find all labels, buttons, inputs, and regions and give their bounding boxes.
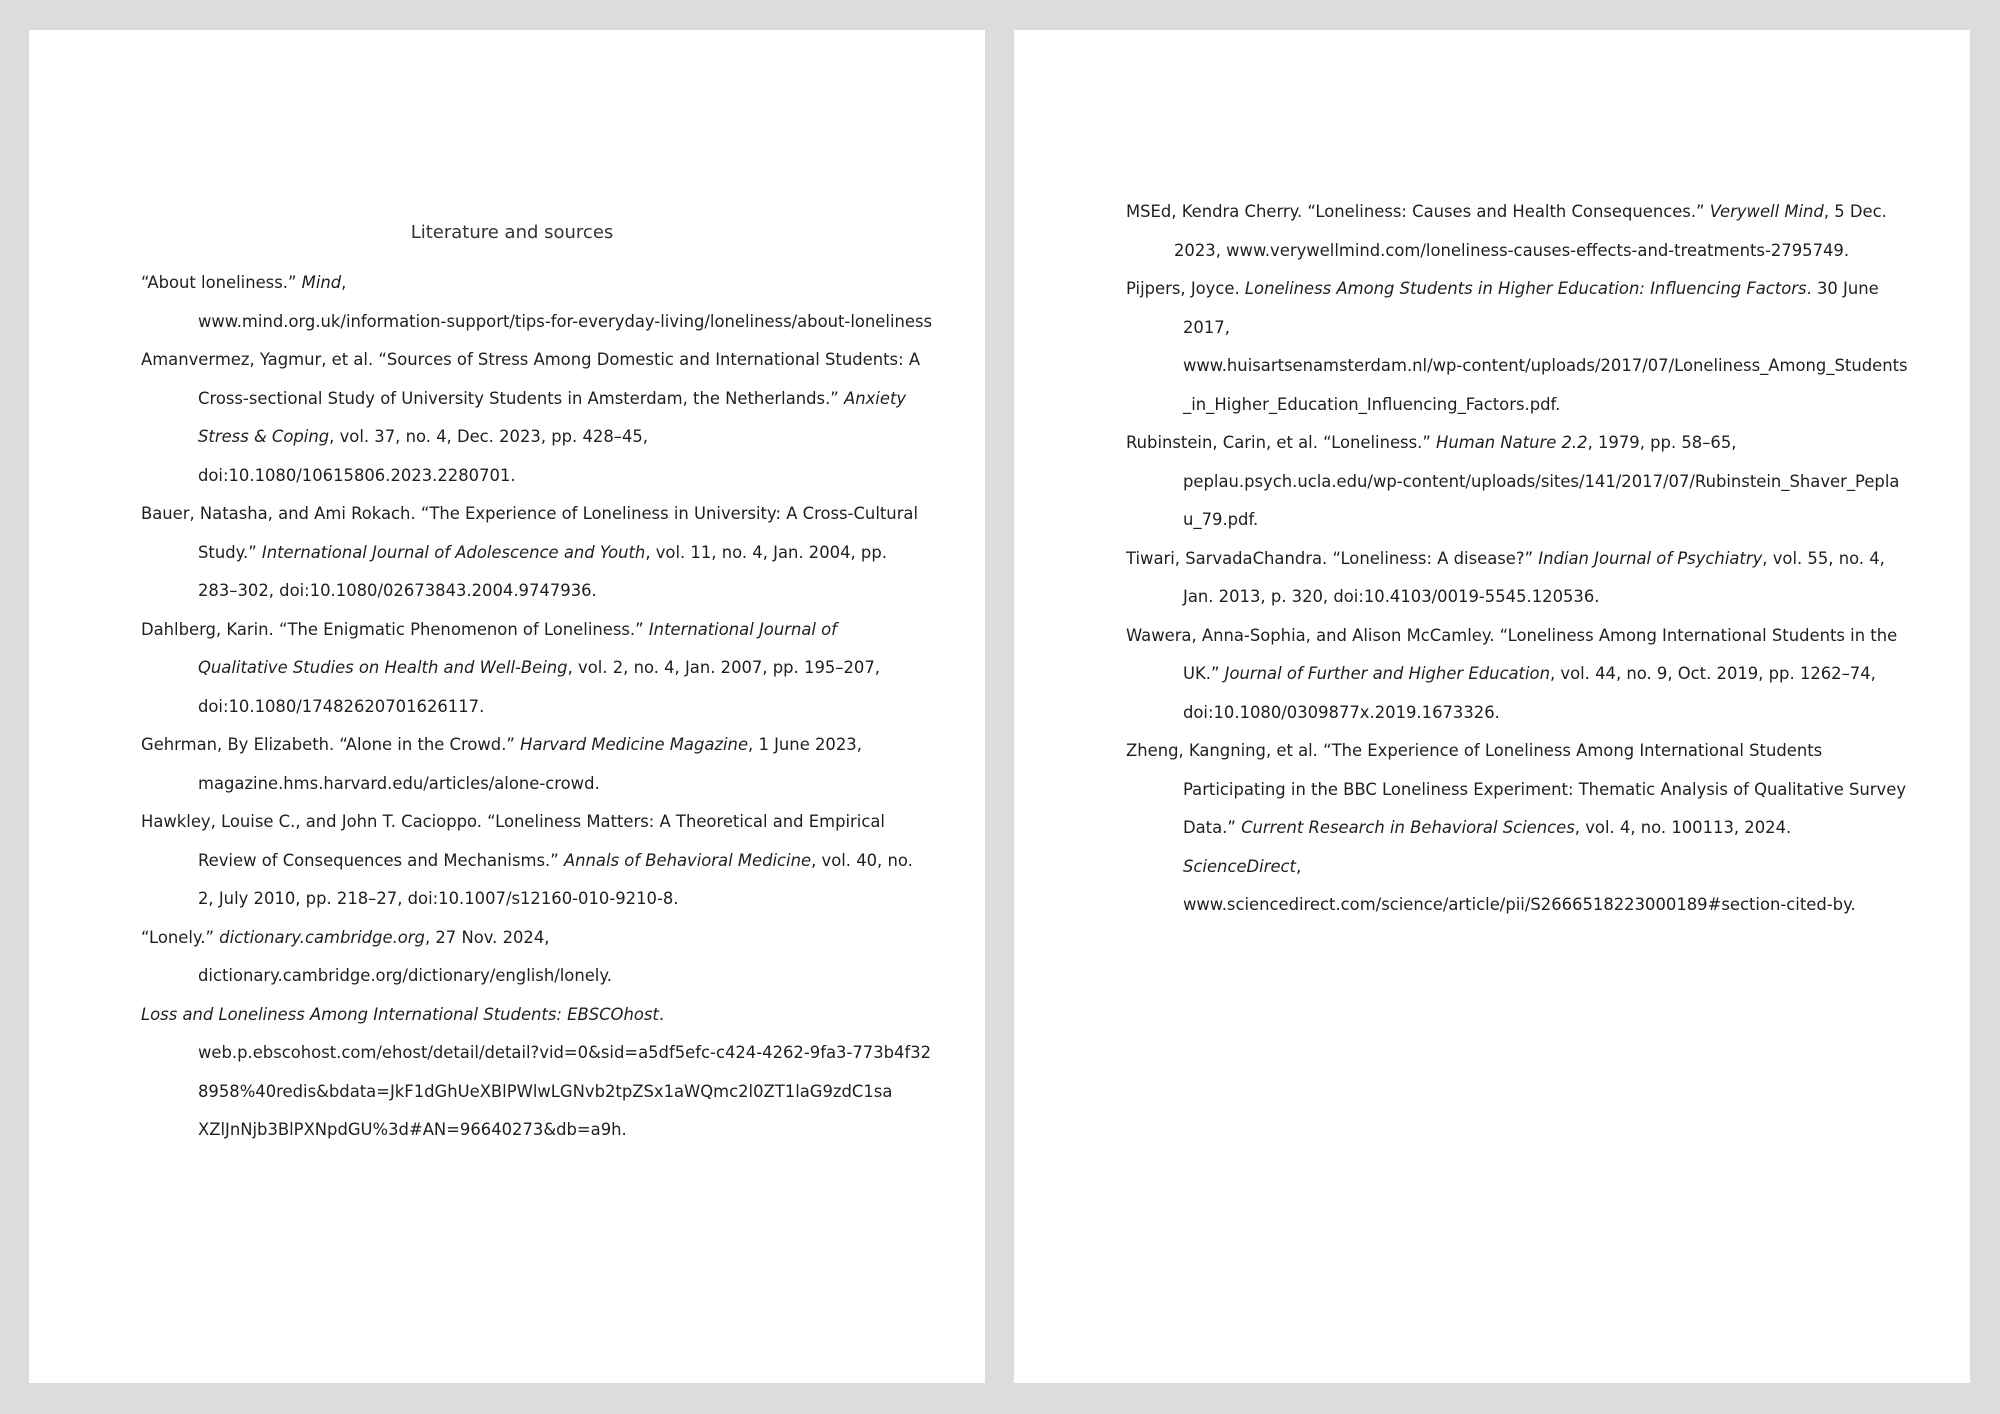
reference-text: Wawera, Anna-Sophia, and Alison McCamley. “Loneliness Among International Students in the <box>1126 625 1898 645</box>
italic-title-text: Mind <box>301 273 342 292</box>
reference-entry <box>1126 617 1926 733</box>
italic-title-text: Loneliness Among Students in Higher Education: Influencing Factors <box>1244 279 1807 298</box>
italic-title-text: dictionary.cambridge.org <box>219 927 425 947</box>
reference-text: Tiwari, SarvadaChandra. “Loneliness: A disease?” <box>1126 548 1539 568</box>
reference-text: u_79.pdf. <box>1183 510 1259 529</box>
italic-title-text: ScienceDirect <box>1183 856 1296 876</box>
reference-line <box>141 534 941 573</box>
reference-line <box>1126 309 1926 348</box>
reference-line <box>141 303 941 342</box>
reference-text: , <box>341 273 347 292</box>
reference-line <box>1126 347 1926 386</box>
reference-text: dictionary.cambridge.org/dictionary/english/lonely. <box>198 966 612 985</box>
reference-text: doi:10.1080/17482620701626117. <box>198 696 485 716</box>
reference-text: Data.” <box>1183 818 1242 837</box>
reference-text: 2017, <box>1183 317 1230 337</box>
reference-text: magazine.hms.harvard.edu/articles/alone-crowd. <box>198 773 600 793</box>
reference-line <box>141 611 941 650</box>
italic-title-text: Loss and Loneliness Among International Students: EBSCOhost <box>141 1004 659 1024</box>
reference-text: 283–302, doi:10.1080/02673843.2004.9747936. <box>198 581 597 600</box>
reference-line <box>1126 809 1926 848</box>
reference-text: “About loneliness.” <box>141 273 302 292</box>
reference-list <box>141 264 941 1150</box>
reference-line <box>1126 424 1926 463</box>
reference-line <box>141 919 941 958</box>
italic-title-text: Anxiety <box>844 388 907 408</box>
reference-line <box>141 726 941 765</box>
italic-title-text: Journal of Further and Higher Education <box>1224 664 1550 683</box>
italic-title-text: Harvard Medicine Magazine <box>520 735 749 754</box>
reference-entry <box>141 803 941 919</box>
reference-line <box>141 572 941 611</box>
reference-line <box>1126 617 1926 656</box>
reference-text: Bauer, Natasha, and Ami Rokach. “The Experience of Loneliness in University: A Cross-Cultural <box>141 504 919 523</box>
reference-line <box>141 765 941 804</box>
reference-text: , <box>1295 856 1302 876</box>
reference-text: Dahlberg, Karin. “The Enigmatic Phenomenon of Loneliness.” <box>141 619 649 639</box>
reference-line <box>1126 694 1926 733</box>
reference-line <box>141 649 941 688</box>
reference-entry <box>141 611 941 727</box>
reference-text: , vol. 40, no. <box>811 850 913 870</box>
reference-line <box>1126 501 1926 540</box>
reference-text: , 1 June 2023, <box>748 735 862 754</box>
page-title: Literature and sources <box>410 222 614 243</box>
reference-line <box>1126 848 1926 887</box>
reference-line <box>141 957 941 996</box>
reference-line <box>141 803 941 842</box>
reference-line <box>141 688 941 727</box>
reference-line <box>1126 578 1926 617</box>
reference-text: , vol. 44, no. 9, Oct. 2019, pp. 1262–74, <box>1549 664 1876 683</box>
reference-text: , 27 Nov. 2024, <box>424 927 550 947</box>
reference-line <box>141 264 941 303</box>
reference-line <box>141 341 941 380</box>
reference-text: , vol. 55, no. 4, <box>1762 548 1885 568</box>
reference-line <box>1126 386 1926 425</box>
reference-line <box>141 996 941 1035</box>
reference-text: Jan. 2013, p. 320, doi:10.4103/0019-5545.120536. <box>1183 587 1600 606</box>
reference-text: Study.” <box>198 542 262 562</box>
reference-entry <box>141 341 941 495</box>
reference-entry <box>1126 270 1926 424</box>
reference-text: Participating in the BBC Loneliness Experiment: Thematic Analysis of Qualitative Survey <box>1183 779 1907 799</box>
italic-title-text: International Journal of Adolescence and Youth <box>261 542 646 562</box>
reference-text: MSEd, Kendra Cherry. “Loneliness: Causes and Health Consequences.” <box>1126 202 1710 221</box>
reference-entry <box>1126 193 1926 270</box>
reference-text: Zheng, Kangning, et al. “The Experience of Loneliness Among International Students <box>1126 741 1823 760</box>
reference-text: www.sciencedirect.com/science/article/pii/S2666518223000189#section-cited-by. <box>1183 895 1856 914</box>
reference-line <box>1126 193 1926 232</box>
reference-text: web.p.ebscohost.com/ehost/detail/detail?vid=0&sid=a5df5efc-c424-4262-9fa3-773b4f32 <box>198 1043 932 1062</box>
reference-text: doi:10.1080/0309877x.2019.1673326. <box>1183 702 1500 722</box>
reference-line <box>141 1073 941 1112</box>
reference-text: Pijpers, Joyce. <box>1126 279 1245 298</box>
reference-line <box>141 880 941 919</box>
reference-list <box>1126 193 1926 925</box>
reference-entry <box>141 495 941 611</box>
reference-text: XZlJnNjb3BlPXNpdGU%3d#AN=96640273&db=a9h. <box>198 1120 627 1139</box>
reference-text: Amanvermez, Yagmur, et al. “Sources of Stress Among Domestic and International Students: A <box>141 350 921 369</box>
reference-text: , vol. 37, no. 4, Dec. 2023, pp. 428–45, <box>329 427 649 446</box>
reference-line <box>141 457 941 496</box>
reference-line <box>1126 771 1926 810</box>
reference-text: , vol. 11, no. 4, Jan. 2004, pp. <box>645 542 887 562</box>
reference-text: “Lonely.” <box>141 927 220 947</box>
italic-title-text: Indian Journal of Psychiatry <box>1538 548 1763 568</box>
reference-text: Gehrman, By Elizabeth. “Alone in the Crowd.” <box>141 735 521 754</box>
reference-entry <box>141 726 941 803</box>
reference-text: 2, July 2010, pp. 218–27, doi:10.1007/s12160-010-9210-8. <box>198 889 679 908</box>
reference-text: Hawkley, Louise C., and John T. Cacioppo. “Loneliness Matters: A Theoretical and Empirical <box>141 812 885 831</box>
italic-title-text: Qualitative Studies on Health and Well-Being <box>198 658 568 677</box>
reference-text: UK.” <box>1183 664 1225 683</box>
reference-line <box>1126 463 1926 502</box>
reference-text: . 30 June <box>1806 279 1879 298</box>
reference-entry <box>1126 732 1926 925</box>
reference-entry <box>141 919 941 996</box>
reference-text: peplau.psych.ucla.edu/wp-content/uploads/sites/141/2017/07/Rubinstein_Shaver_Pepla <box>1183 471 1900 491</box>
reference-line <box>1126 886 1926 925</box>
reference-line <box>141 495 941 534</box>
italic-title-text: Annals of Behavioral Medicine <box>563 850 812 870</box>
reference-entry <box>141 996 941 1150</box>
reference-text: www.huisartsenamsterdam.nl/wp-content/uploads/2017/07/Loneliness_Among_Students <box>1183 356 1908 375</box>
reference-entry <box>1126 540 1926 617</box>
reference-line <box>141 380 941 419</box>
reference-line <box>1126 655 1926 694</box>
italic-title-text: International Journal of <box>648 619 837 639</box>
reference-text: 8958%40redis&bdata=JkF1dGhUeXBlPWlwLGNvb2tpZSx1aWQmc2l0ZT1laG9zdC1sa <box>198 1081 893 1101</box>
reference-entry <box>1126 424 1926 540</box>
reference-text: Cross-sectional Study of University Students in Amsterdam, the Netherlands.” <box>198 388 844 408</box>
document-page-2 <box>1014 30 1970 1383</box>
reference-text: 2023, www.verywellmind.com/loneliness-causes-effects-and-treatments-2795749. <box>1174 240 1850 260</box>
document-page-1 <box>29 30 985 1383</box>
reference-text: _in_Higher_Education_Influencing_Factors.pdf. <box>1183 394 1561 414</box>
reference-text: doi:10.1080/10615806.2023.2280701. <box>198 465 516 485</box>
reference-line <box>141 1111 941 1150</box>
reference-line <box>141 1034 941 1073</box>
italic-title-text: Stress & Coping <box>198 427 330 446</box>
reference-line <box>1126 232 1926 271</box>
italic-title-text: Current Research in Behavioral Sciences <box>1241 818 1575 837</box>
reference-text: . <box>658 1004 665 1024</box>
italic-title-text: Verywell Mind <box>1709 202 1824 221</box>
reference-text: Review of Consequences and Mechanisms.” <box>198 850 564 870</box>
reference-text: , vol. 2, no. 4, Jan. 2007, pp. 195–207, <box>567 658 880 677</box>
reference-line <box>1126 732 1926 771</box>
reference-entry <box>141 264 941 341</box>
reference-text: , 5 Dec. <box>1823 202 1887 221</box>
reference-line <box>141 418 941 457</box>
reference-line <box>141 842 941 881</box>
reference-text: www.mind.org.uk/information-support/tips-for-everyday-living/loneliness/about-loneliness <box>198 311 933 331</box>
italic-title-text: Human Nature 2.2 <box>1436 433 1588 452</box>
reference-text: , 1979, pp. 58–65, <box>1587 433 1737 452</box>
reference-text: , vol. 4, no. 100113, 2024. <box>1574 818 1792 837</box>
reference-line <box>1126 540 1926 579</box>
reference-line <box>1126 270 1926 309</box>
reference-text: Rubinstein, Carin, et al. “Loneliness.” <box>1126 433 1437 452</box>
